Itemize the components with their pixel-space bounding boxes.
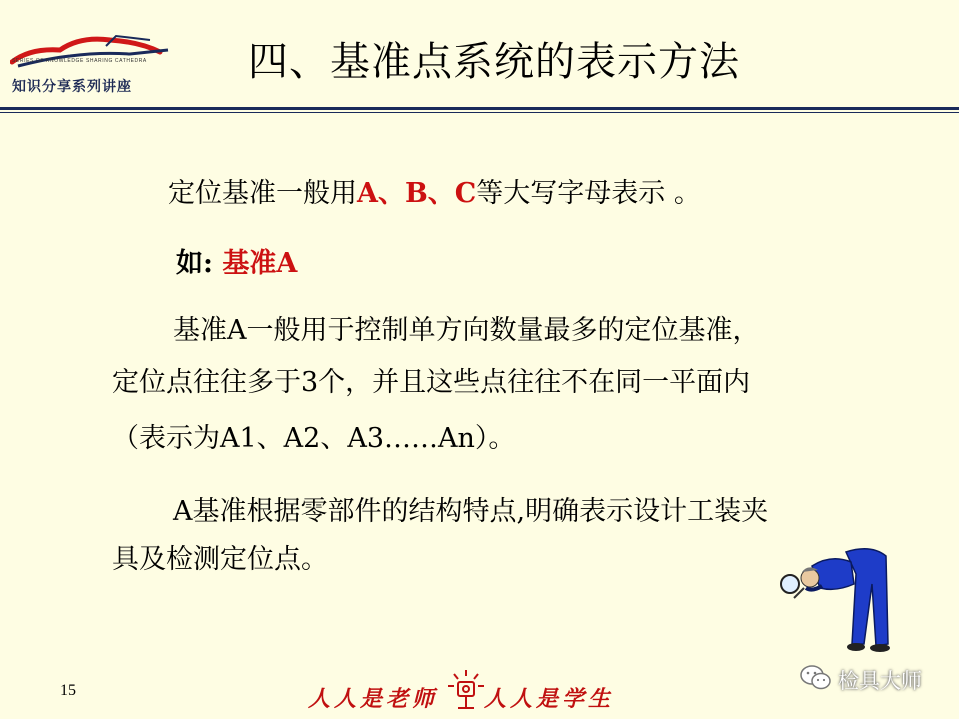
paragraph-2 xyxy=(176,238,297,289)
header-divider-thin xyxy=(0,112,959,113)
paragraph-3-line-1: 基准A一般用于控制单方向数量最多的定位基准， xyxy=(173,315,760,346)
seal-icon xyxy=(446,668,486,712)
slogan-right: 人人是学生 xyxy=(484,686,615,712)
paragraph-4-line-2: 具及检测定位点。 xyxy=(112,544,328,575)
p2-highlight: 基准A xyxy=(222,248,298,279)
paragraph-3-line-3: （表示为A1、A2、A3……An）。 xyxy=(112,423,516,454)
slide-header xyxy=(0,0,959,110)
paragraph-3-line-2: 定位点往往多于3个，并且这些点往往不在同一平面内 xyxy=(112,367,751,398)
paragraph-1 xyxy=(168,168,701,219)
logo-title: 知识分享系列讲座 xyxy=(12,78,132,94)
page-title: 四、基准点系统的表示方法 xyxy=(248,39,740,85)
page-number: 15 xyxy=(60,682,76,699)
watermark-text: 检具大师 xyxy=(838,669,922,693)
inspector-figure-icon xyxy=(776,544,896,654)
p2-text-before: 如: xyxy=(176,248,223,279)
p1-text-after: 等大写字母表示 。 xyxy=(476,178,701,209)
p1-text-before: 定位基准一般用 xyxy=(168,178,357,209)
p1-highlight: A、B、C xyxy=(357,178,477,209)
wechat-icon xyxy=(800,664,832,692)
header-divider xyxy=(0,107,959,110)
logo-tagline: SERIES OF KNOWLEDGE SHARING CATHEDRA xyxy=(12,58,147,64)
slogan-left: 人人是老师 xyxy=(308,686,439,712)
paragraph-4-line-1: A基准根据零部件的结构特点,明确表示设计工装夹 xyxy=(173,496,769,527)
